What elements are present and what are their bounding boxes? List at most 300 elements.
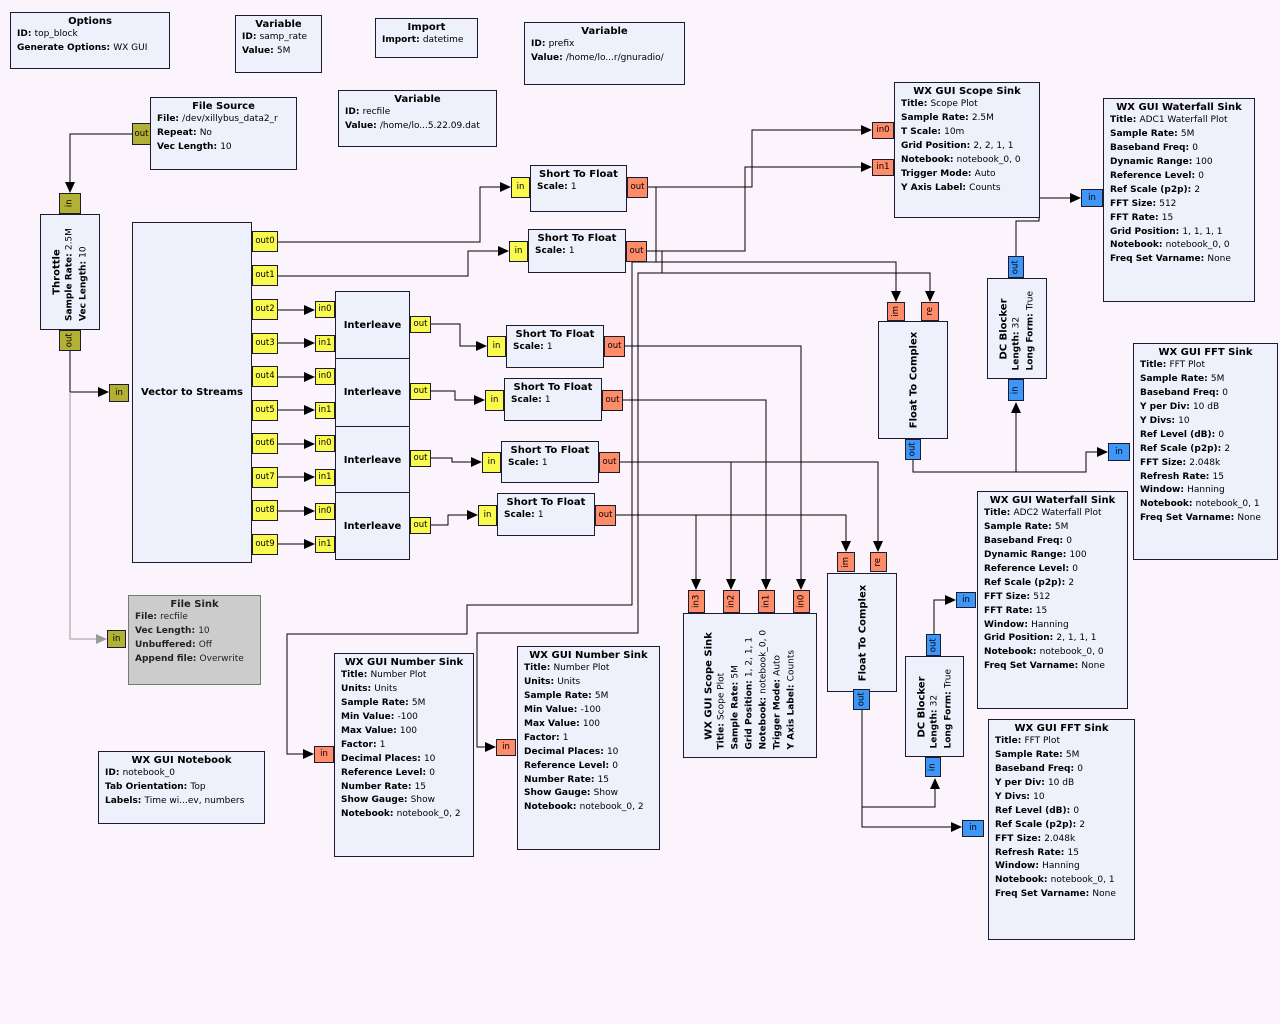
port-label: in (320, 749, 328, 760)
block-short-to-float-6[interactable] (497, 493, 595, 536)
port-scope-sink-2-in2[interactable] (723, 590, 740, 613)
port-label: in0 (318, 371, 332, 382)
wire-17[interactable] (648, 125, 872, 187)
port-label: in2 (726, 594, 737, 609)
block-param: Import: datetime (382, 35, 464, 45)
wire-arrow-icon (98, 387, 109, 397)
port-label: in (490, 395, 499, 406)
port-label: in0 (318, 506, 332, 517)
block-title: Variable (394, 94, 441, 105)
block-param: Tab Orientation: Top (105, 781, 206, 792)
block-param: Title: Number Plot (341, 670, 427, 680)
block-param: Scale: 1 (513, 342, 553, 352)
port-label: out (413, 319, 428, 330)
wire-1[interactable] (70, 351, 109, 397)
wire-3[interactable] (278, 182, 511, 242)
port-interleave-3-in1[interactable] (315, 469, 335, 486)
block-param: Baseband Freq: 0 (984, 535, 1072, 546)
port-vector-to-streams-out1[interactable] (252, 265, 278, 286)
port-number-sink-2-in[interactable] (496, 739, 516, 756)
block-param: Notebook: notebook_0, 0 (1110, 240, 1230, 251)
port-label: in (514, 246, 523, 257)
port-label: in (64, 199, 75, 208)
port-scope-sink-2-in0[interactable] (793, 590, 810, 613)
block-param: Sample Rate: 5M (1110, 128, 1195, 139)
port-fft-sink-2-in[interactable] (962, 820, 984, 837)
block-title: WX GUI Number Sink (344, 657, 464, 668)
block-title: Short To Float (539, 169, 618, 180)
block-param: Dynamic Range: 100 (1110, 156, 1213, 167)
block-param: Grid Position: 1, 2, 1, 1 (744, 636, 755, 749)
port-float-to-complex-2-re[interactable] (870, 552, 887, 572)
port-short-to-float-4-out[interactable] (602, 390, 623, 411)
port-throttle-in[interactable] (59, 193, 81, 214)
block-title: Import (407, 22, 446, 33)
block-param: Vec Length: 10 (157, 141, 232, 152)
port-short-to-float-3-in[interactable] (487, 336, 506, 357)
wire-2[interactable] (70, 392, 107, 644)
port-label: in (1010, 386, 1021, 394)
block-title: Interleave (343, 454, 402, 466)
wire-12[interactable] (278, 539, 315, 549)
port-dc-blocker-2-out[interactable] (926, 634, 941, 656)
port-label: out9 (255, 539, 275, 550)
port-label: in1 (876, 162, 890, 173)
block-import[interactable] (375, 18, 478, 58)
block-dc-blocker-1[interactable] (987, 278, 1047, 379)
wire-arrow-icon (951, 822, 962, 832)
block-param: Show Gauge: Show (341, 795, 435, 806)
block-param: Title: FFT Plot (1140, 360, 1205, 370)
block-vector-to-streams[interactable] (132, 222, 252, 563)
port-waterfall-sink-adc1-in[interactable] (1081, 189, 1103, 207)
block-title: Short To Float (510, 445, 590, 456)
block-float-to-complex-2[interactable] (827, 573, 897, 692)
wire-arrow-icon (304, 506, 315, 516)
port-label: out (413, 453, 428, 464)
block-scope-sink-1[interactable] (894, 82, 1040, 218)
port-throttle-out[interactable] (59, 330, 81, 351)
block-title: Float To Complex (908, 331, 920, 429)
block-param: Freq Set Varname: None (984, 661, 1105, 672)
block-param: Reference Level: 0 (524, 760, 618, 771)
block-param: Generate Options: WX GUI (17, 42, 148, 53)
port-label: in0 (796, 594, 807, 609)
port-short-to-float-1-out[interactable] (627, 177, 648, 198)
block-param: Y per Div: 10 dB (995, 777, 1075, 788)
port-label: out (598, 510, 613, 521)
wire-arrow-icon (304, 439, 315, 449)
wire-11[interactable] (278, 506, 315, 516)
block-param: Max Value: 100 (524, 718, 601, 729)
block-fft-sink-2[interactable] (988, 719, 1135, 940)
block-param: Min Value: -100 (341, 711, 418, 722)
block-short-to-float-5[interactable] (501, 441, 599, 483)
block-param: Window: Hanning (1140, 485, 1225, 496)
wire-arrow-icon (304, 305, 315, 315)
port-label: in (1088, 192, 1096, 203)
port-label: in (112, 633, 121, 644)
wire-30[interactable] (1016, 447, 1108, 472)
block-waterfall-sink-adc1[interactable] (1103, 98, 1255, 302)
block-param: Value: /home/lo...r/gnuradio/ (531, 52, 664, 63)
block-param: FFT Rate: 15 (1110, 212, 1174, 223)
block-title: Variable (581, 26, 628, 37)
block-title: WX GUI Waterfall Sink (989, 495, 1116, 506)
port-float-to-complex-1-out[interactable] (905, 439, 921, 460)
block-param: Show Gauge: Show (524, 788, 618, 799)
wire-arrow-icon (796, 579, 806, 590)
block-param: File: /dev/xillybus_data2_r (157, 114, 278, 124)
wire-arrow-icon (861, 162, 872, 172)
port-interleave-2-out[interactable] (410, 383, 431, 400)
block-param: Long Form: True (943, 668, 953, 748)
wire-arrow-icon (726, 579, 736, 590)
block-param: Scale: 1 (508, 458, 548, 468)
block-param: Sample Rate: 5M (524, 690, 609, 701)
port-label: out6 (255, 438, 275, 449)
block-param: FFT Rate: 15 (984, 605, 1048, 616)
block-param: Units: Units (524, 676, 581, 687)
port-interleave-1-in0[interactable] (315, 301, 335, 318)
block-param: T Scale: 10m (901, 126, 965, 137)
wire-0[interactable] (65, 134, 132, 193)
block-variable-prefix[interactable] (524, 22, 685, 85)
block-title: Short To Float (537, 233, 617, 244)
port-interleave-1-in1[interactable] (315, 335, 335, 352)
block-param: ID: notebook_0 (105, 768, 176, 778)
block-param: Window: Hanning (984, 619, 1069, 630)
block-title: WX GUI FFT Sink (1014, 723, 1109, 734)
block-param: Baseband Freq: 0 (1140, 387, 1228, 398)
block-number-sink-2[interactable] (517, 646, 660, 850)
block-param: FFT Size: 512 (984, 591, 1051, 602)
port-label: im (840, 556, 851, 568)
block-param: Sample Rate: 2.5M (901, 112, 994, 123)
port-label: in0 (318, 438, 332, 449)
port-label: in1 (761, 594, 772, 609)
block-param: Grid Position: 1, 1, 1, 1 (1110, 226, 1223, 237)
block-param: ID: recfile (345, 107, 391, 117)
port-file-source-out[interactable] (132, 123, 151, 145)
block-file-sink[interactable] (128, 595, 261, 685)
port-vector-to-streams-in[interactable] (109, 384, 129, 402)
block-param: Value: 5M (242, 45, 291, 56)
block-param: Title: Number Plot (524, 663, 610, 673)
wire-arrow-icon (471, 457, 482, 467)
block-title: DC Blocker (916, 675, 928, 738)
block-param: Notebook: notebook_0, 0 (901, 154, 1021, 165)
wire-4[interactable] (278, 246, 509, 276)
wire-arrow-icon (1011, 402, 1021, 413)
block-param: Trigger Mode: Auto (772, 654, 783, 749)
port-label: in (115, 387, 123, 398)
port-float-to-complex-1-im[interactable] (887, 302, 905, 321)
block-param: Scale: 1 (535, 246, 575, 256)
block-title: WX GUI Notebook (131, 755, 232, 766)
block-file-source[interactable] (150, 97, 297, 170)
port-vector-to-streams-out6[interactable] (252, 433, 278, 454)
block-param: Title: ADC2 Waterfall Plot (984, 508, 1102, 518)
port-interleave-4-in0[interactable] (315, 503, 335, 520)
block-param: Title: FFT Plot (995, 736, 1060, 746)
block-param: Title: ADC1 Waterfall Plot (1110, 115, 1228, 125)
block-title: File Source (192, 101, 255, 112)
block-param: Repeat: No (157, 127, 212, 138)
block-short-to-float-1[interactable] (530, 165, 627, 212)
block-param: Long Form: True (1025, 290, 1036, 370)
block-param: Scale: 1 (537, 182, 577, 192)
block-param: FFT Size: 2.048k (1140, 457, 1221, 468)
port-vector-to-streams-out0[interactable] (252, 231, 278, 252)
block-title: Interleave (343, 320, 402, 331)
port-label: out (907, 442, 918, 457)
wire-33[interactable] (862, 807, 962, 832)
port-short-to-float-5-in[interactable] (482, 452, 501, 473)
port-interleave-2-in1[interactable] (315, 402, 335, 419)
wire-19[interactable] (648, 187, 901, 302)
block-variable-recfile[interactable] (338, 90, 497, 147)
block-param: Vec Length: 10 (78, 246, 89, 321)
wire-14[interactable] (431, 391, 485, 405)
port-short-to-float-2-in[interactable] (509, 241, 528, 262)
port-vector-to-streams-out2[interactable] (252, 299, 278, 320)
wire-20[interactable] (647, 251, 935, 302)
port-vector-to-streams-out4[interactable] (252, 366, 278, 387)
block-short-to-float-4[interactable] (504, 378, 602, 421)
block-param: Number Rate: 15 (341, 781, 427, 792)
block-title: Short To Float (513, 382, 593, 393)
wire-arrow-icon (841, 541, 851, 552)
block-param: Number Rate: 15 (524, 774, 610, 785)
wire-arrow-icon (304, 338, 315, 348)
port-label: out (607, 341, 622, 352)
block-param: Y Divs: 10 (995, 791, 1045, 802)
port-label: out3 (255, 338, 275, 349)
wire-18[interactable] (647, 162, 872, 251)
block-notebook[interactable] (98, 751, 265, 824)
port-waterfall-sink-adc2-in[interactable] (956, 592, 976, 608)
block-param: Sample Rate: 5M (1140, 373, 1225, 384)
port-label: in (492, 341, 501, 352)
port-file-sink-in[interactable] (107, 630, 126, 648)
block-waterfall-sink-adc2[interactable] (977, 491, 1128, 709)
port-label: out (413, 520, 428, 531)
wire-6[interactable] (278, 338, 315, 348)
port-label: in1 (318, 405, 332, 416)
wire-arrow-icon (96, 634, 107, 644)
block-param: Sample Rate: 5M (995, 749, 1080, 760)
block-title: WX GUI Scope Sink (703, 631, 715, 740)
wire-5[interactable] (278, 305, 315, 315)
wire-arrow-icon (1097, 447, 1108, 457)
block-param: Y Divs: 10 (1140, 415, 1190, 426)
block-float-to-complex-1[interactable] (878, 321, 948, 439)
wire-24[interactable] (623, 400, 771, 590)
port-interleave-3-in0[interactable] (315, 435, 335, 452)
port-dc-blocker-1-in[interactable] (1008, 379, 1024, 401)
wire-arrow-icon (304, 472, 315, 482)
wire-arrow-icon (303, 749, 314, 759)
port-label: out (629, 246, 644, 257)
wire-34[interactable] (934, 595, 956, 634)
block-param: Grid Position: 2, 2, 1, 1 (901, 140, 1014, 151)
block-param: ID: top_block (17, 29, 78, 39)
block-param: Title: Scope Plot (901, 99, 978, 109)
wire-arrow-icon (761, 579, 771, 590)
port-short-to-float-6-out[interactable] (595, 505, 616, 526)
port-scope-sink-1-in1[interactable] (872, 159, 894, 176)
block-param: Baseband Freq: 0 (1110, 142, 1198, 153)
block-title: Float To Complex (857, 584, 869, 681)
block-param: Notebook: notebook_0, 0 (758, 629, 769, 749)
block-param: Length: 32 (1011, 316, 1022, 370)
port-label: in (483, 510, 492, 521)
port-vector-to-streams-out7[interactable] (252, 467, 278, 488)
block-title: Options (68, 16, 112, 27)
block-short-to-float-2[interactable] (528, 229, 626, 273)
block-dc-blocker-2[interactable] (905, 656, 964, 757)
block-param: Units: Units (341, 683, 398, 694)
block-fft-sink-1[interactable] (1133, 343, 1278, 560)
port-short-to-float-5-out[interactable] (599, 452, 620, 473)
block-param: Title: Scope Plot (716, 672, 727, 749)
port-label: in (969, 823, 977, 834)
port-label: out (134, 128, 149, 139)
block-title: WX GUI Number Sink (529, 650, 648, 661)
port-short-to-float-3-out[interactable] (604, 336, 625, 357)
block-param: Sample Rate: 2.5M (64, 228, 75, 321)
port-scope-sink-2-in3[interactable] (688, 590, 705, 613)
block-param: Decimal Places: 10 (341, 753, 436, 764)
block-param: Grid Position: 2, 1, 1, 1 (984, 633, 1097, 644)
port-scope-sink-1-in0[interactable] (872, 122, 894, 139)
port-interleave-2-in0[interactable] (315, 368, 335, 385)
block-param: Labels: Time wi...ev, numbers (105, 795, 245, 806)
wire-26[interactable] (726, 462, 736, 590)
port-label: out (856, 692, 867, 707)
block-interleave-1[interactable] (335, 291, 410, 360)
block-param: Notebook: notebook_0, 1 (995, 875, 1115, 886)
block-interleave-2[interactable] (335, 358, 410, 427)
wire-arrow-icon (945, 595, 956, 605)
port-label: in1 (318, 539, 332, 550)
block-param: Baseband Freq: 0 (995, 763, 1083, 774)
block-scope-sink-2[interactable] (683, 613, 817, 758)
block-interleave-3[interactable] (335, 426, 410, 494)
block-title: WX GUI Scope Sink (913, 86, 1021, 97)
wire-16[interactable] (431, 510, 478, 525)
block-param: Factor: 1 (341, 739, 386, 750)
block-param: Notebook: notebook_0, 2 (341, 809, 461, 820)
port-interleave-1-out[interactable] (410, 316, 431, 333)
block-interleave-4[interactable] (335, 492, 410, 560)
port-fft-sink-1-in[interactable] (1108, 443, 1130, 461)
port-interleave-4-out[interactable] (410, 517, 431, 534)
block-param: Vec Length: 10 (135, 625, 210, 636)
port-label: re (873, 557, 884, 567)
port-label: out2 (255, 304, 275, 315)
wire-arrow-icon (891, 291, 901, 302)
wire-25[interactable] (620, 462, 883, 552)
port-vector-to-streams-out3[interactable] (252, 333, 278, 354)
port-dc-blocker-2-in[interactable] (925, 757, 941, 777)
port-float-to-complex-2-out[interactable] (853, 689, 870, 710)
block-param: Ref Scale (p2p): 2 (1110, 184, 1201, 195)
wire-27[interactable] (616, 515, 851, 552)
port-scope-sink-2-in1[interactable] (758, 590, 775, 613)
port-short-to-float-2-out[interactable] (626, 241, 647, 262)
port-label: re (924, 307, 935, 316)
port-label: in (502, 742, 510, 753)
wire-arrow-icon (485, 742, 496, 752)
wire-8[interactable] (278, 405, 315, 415)
block-param: Sample Rate: 5M (984, 521, 1069, 532)
port-float-to-complex-1-re[interactable] (921, 302, 939, 321)
wire-arrow-icon (498, 246, 509, 256)
wire-23[interactable] (625, 346, 806, 590)
port-vector-to-streams-out9[interactable] (252, 534, 278, 555)
port-label: in (487, 457, 496, 468)
port-label: in (1115, 446, 1123, 457)
block-param: Value: /home/lo...5.22.09.dat (345, 120, 480, 131)
port-interleave-3-out[interactable] (410, 450, 431, 467)
block-param: Scale: 1 (511, 395, 551, 405)
port-label: out8 (255, 505, 275, 516)
port-number-sink-1-in[interactable] (314, 746, 334, 763)
wire-arrow-icon (873, 541, 883, 552)
wire-arrow-icon (1070, 193, 1081, 203)
wire-9[interactable] (278, 439, 315, 449)
block-variable-samp-rate[interactable] (235, 15, 322, 73)
block-options[interactable] (10, 12, 170, 69)
block-short-to-float-3[interactable] (506, 325, 604, 368)
wire-arrow-icon (467, 510, 478, 520)
block-param: Reference Level: 0 (1110, 170, 1204, 181)
port-label: out5 (255, 405, 275, 416)
block-param: Ref Scale (p2p): 2 (995, 819, 1086, 830)
port-label: out (630, 182, 645, 193)
block-param: Sample Rate: 5M (730, 664, 741, 749)
wire-arrow-icon (476, 341, 487, 351)
wire-13[interactable] (431, 324, 487, 351)
port-label: out (413, 386, 428, 397)
block-param: Sample Rate: 5M (341, 697, 426, 708)
port-label: out1 (255, 270, 275, 281)
wire-7[interactable] (278, 372, 315, 382)
port-label: out (602, 457, 617, 468)
port-short-to-float-4-in[interactable] (485, 390, 504, 411)
block-number-sink-1[interactable] (334, 653, 474, 857)
wire-28[interactable] (691, 515, 701, 590)
block-param: Notebook: notebook_0, 2 (524, 802, 644, 813)
wire-15[interactable] (431, 457, 482, 467)
port-vector-to-streams-out5[interactable] (252, 400, 278, 421)
port-short-to-float-1-in[interactable] (511, 177, 530, 198)
port-interleave-4-in1[interactable] (315, 536, 335, 553)
port-vector-to-streams-out8[interactable] (252, 500, 278, 521)
block-param: Freq Set Varname: None (1110, 254, 1231, 265)
port-label: out (1010, 260, 1021, 274)
port-dc-blocker-1-out[interactable] (1008, 256, 1024, 278)
wire-10[interactable] (278, 472, 315, 482)
block-throttle[interactable] (40, 214, 100, 330)
port-label: in (927, 763, 938, 771)
port-float-to-complex-2-im[interactable] (837, 552, 855, 572)
block-title: File Sink (170, 599, 219, 610)
port-short-to-float-6-in[interactable] (478, 505, 497, 526)
block-param: Trigger Mode: Auto (901, 168, 996, 179)
